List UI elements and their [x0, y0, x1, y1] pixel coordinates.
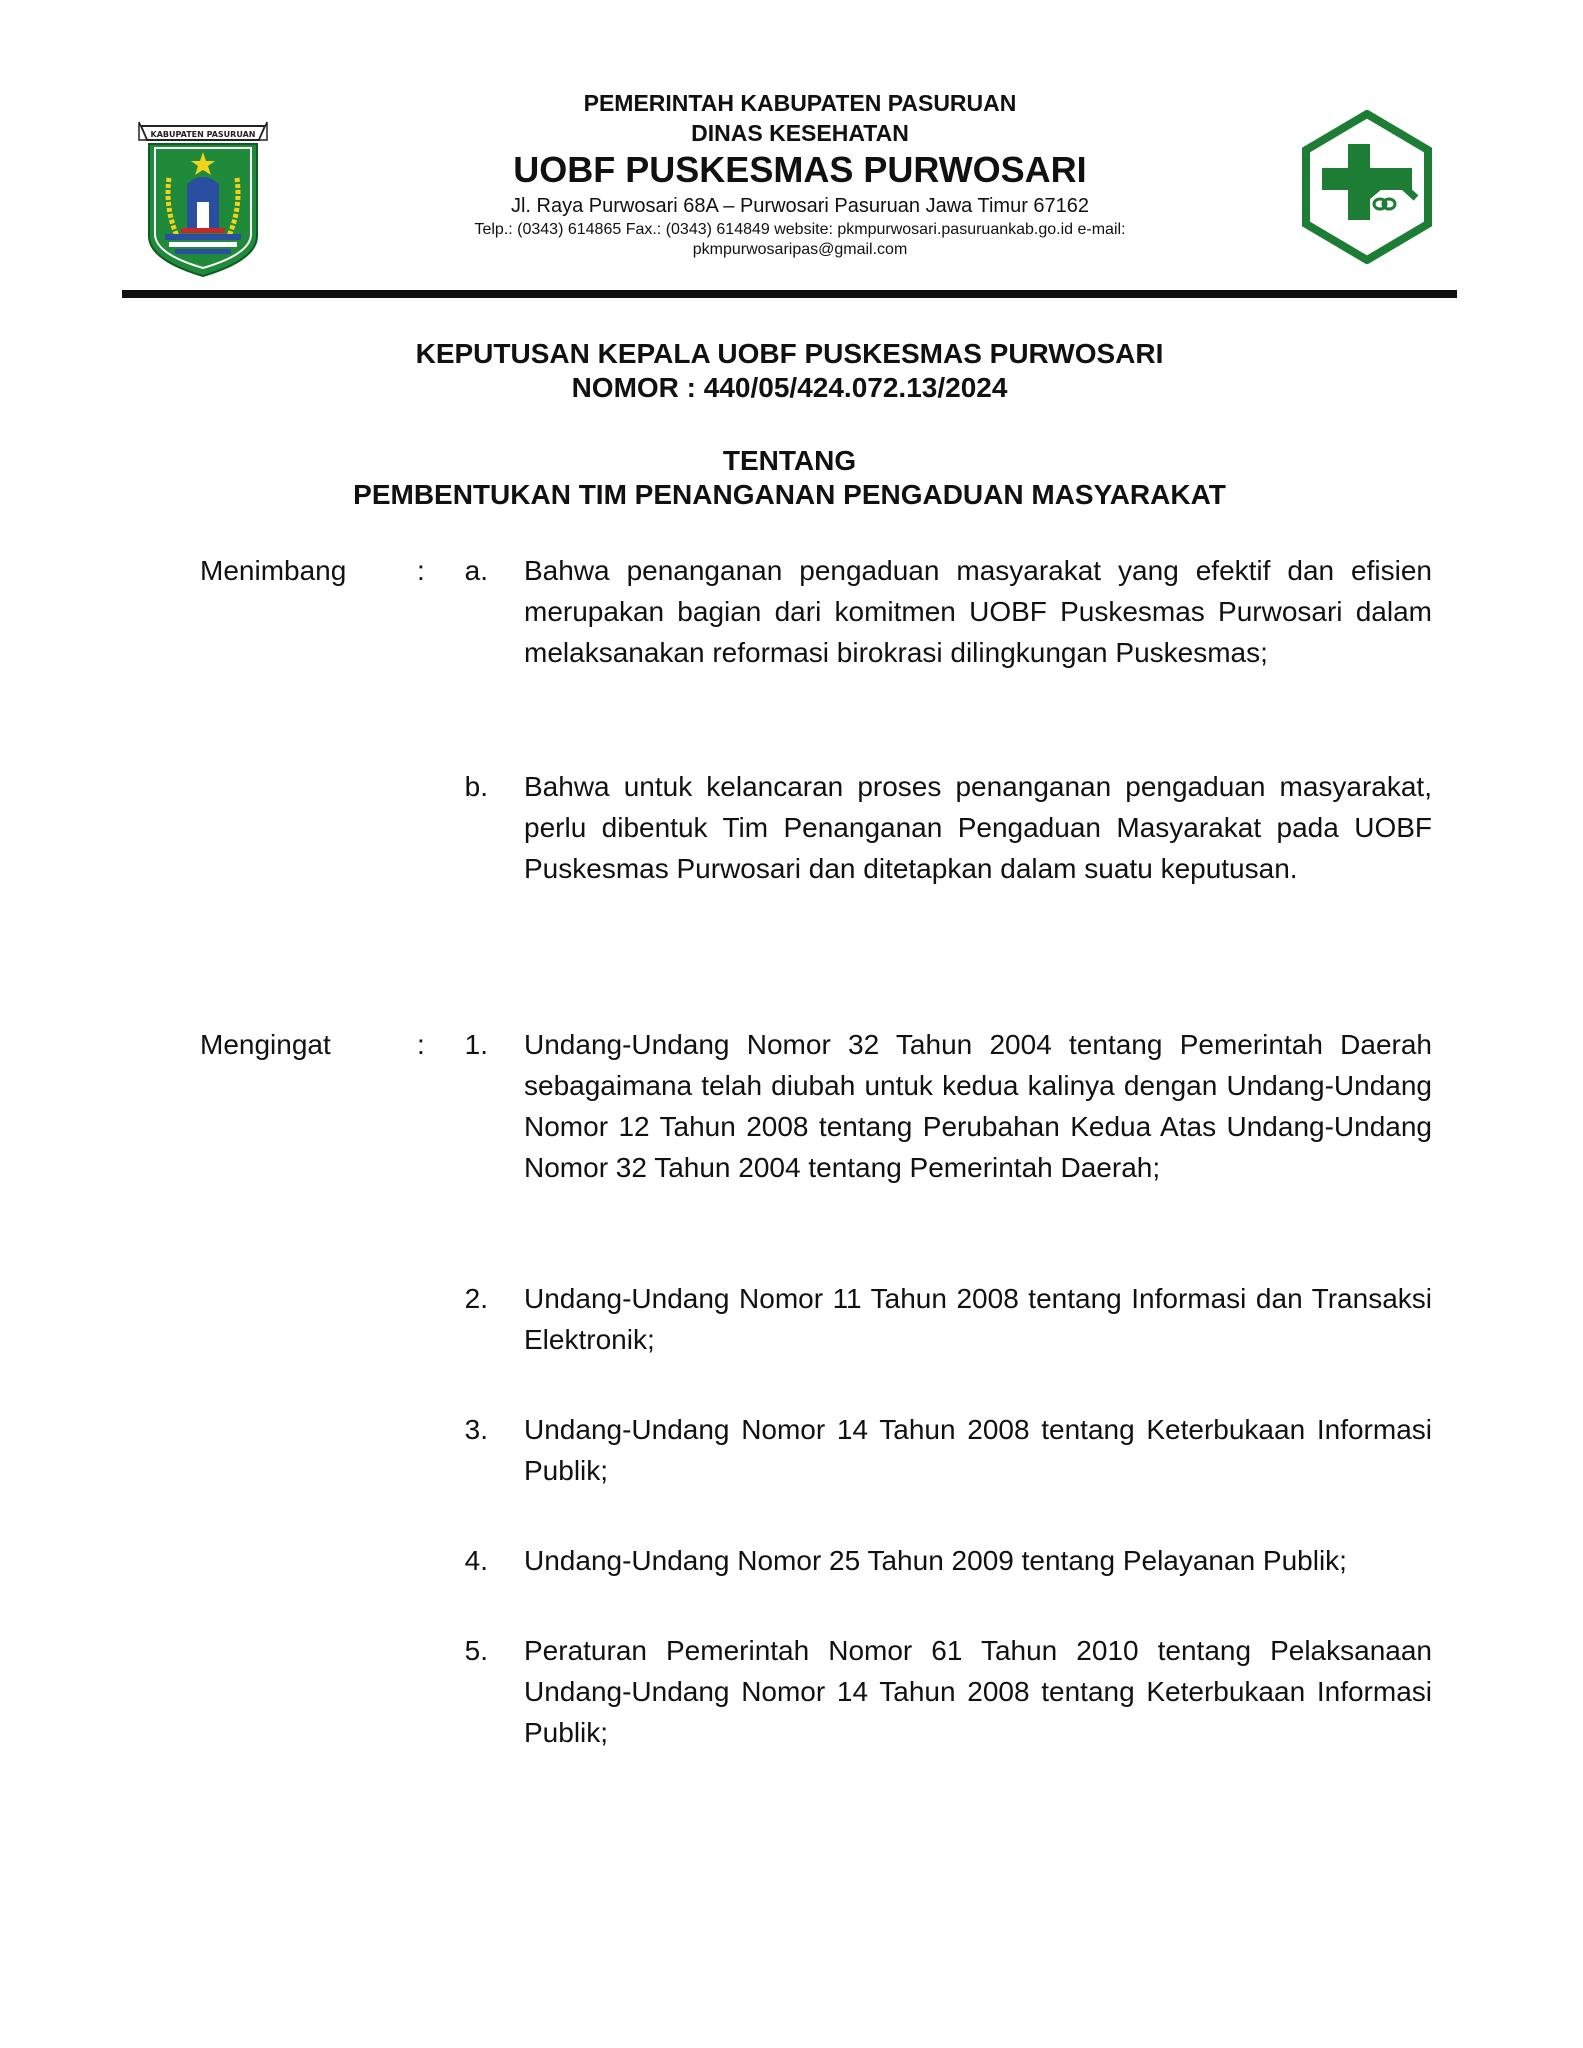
- mengingat-item-text: Undang-Undang Nomor 14 Tahun 2008 tentang Keterbukaan Informasi Publik;: [524, 1414, 1432, 1486]
- mengingat-item-marker: 3.: [464, 1414, 488, 1445]
- decree-title: KEPUTUSAN KEPALA UOBF PUSKESMAS PURWOSARI: [415, 338, 1164, 369]
- letterhead: [330, 88, 1270, 260]
- decree-subject: PEMBENTUKAN TIM PENANGANAN PENGADUAN MASYARAKAT: [353, 479, 1226, 510]
- institution-email: pkmpurwosaripas@gmail.com: [692, 241, 908, 258]
- kabupaten-pasuruan-emblem-icon: [137, 118, 269, 278]
- mengingat-item-marker: 4.: [464, 1545, 488, 1576]
- department-name: DINAS KESEHATAN: [691, 120, 909, 146]
- menimbang-label: Menimbang: [200, 555, 347, 586]
- menimbang-item-marker: a.: [464, 555, 488, 586]
- mengingat-item-marker: 5.: [464, 1635, 488, 1666]
- mengingat-colon: :: [417, 1029, 425, 1060]
- institution-address: Jl. Raya Purwosari 68A – Purwosari Pasuruan Jawa Timur 67162: [510, 195, 1090, 217]
- letterhead-divider: [122, 290, 1457, 298]
- mengingat-item-text: Peraturan Pemerintah Nomor 61 Tahun 2010 tentang Pelaksanaan Undang-Undang Nomor 14 Tahun 2008 tentang Keterbukaan Informasi Publik;: [524, 1635, 1432, 1748]
- emblem-ribbon-text: KABUPATEN PASURUAN: [150, 130, 256, 139]
- institution-name: UOBF PUSKESMAS PURWOSARI: [513, 149, 1087, 190]
- menimbang-colon: :: [417, 555, 425, 586]
- mengingat-item-text: Undang-Undang Nomor 11 Tahun 2008 tentang Informasi dan Transaksi Elektronik;: [524, 1283, 1432, 1355]
- puskesmas-logo-icon: [1300, 110, 1434, 264]
- menimbang-item-text: Bahwa penanganan pengaduan masyarakat yang efektif dan efisien merupakan bagian dari komitmen UOBF Puskesmas Purwosari dalam melaksanakan reformasi birokrasi dilingkungan Puskesmas;: [524, 555, 1432, 668]
- decree-number: NOMOR : 440/05/424.072.13/2024: [571, 372, 1008, 403]
- menimbang-item-text: Bahwa untuk kelancaran proses penanganan pengaduan masyarakat, perlu dibentuk Tim Penanganan Pengaduan Masyarakat pada UOBF Puskesmas Purwosari dan ditetapkan dalam suatu keputusan.: [524, 771, 1432, 884]
- mengingat-item-text: Undang-Undang Nomor 25 Tahun 2009 tentang Pelayanan Publik;: [524, 1545, 1347, 1576]
- mengingat-item-text: Undang-Undang Nomor 32 Tahun 2004 tentang Pemerintah Daerah sebagaimana telah diubah untuk kedua kalinya dengan Undang-Undang Nomor 12 Tahun 2008 tentang Perubahan Kedua Atas Undang-Undang Nomor 32 Tahun 2004 tentang Pemerintah Daerah;: [524, 1029, 1432, 1183]
- mengingat-item-marker: 1.: [464, 1029, 488, 1060]
- decree-about: TENTANG: [722, 445, 857, 476]
- institution-contact: Telp.: (0343) 614865 Fax.: (0343) 614849 website: pkmpurwosari.pasuruankab.go.id e-mail:: [474, 221, 1126, 238]
- menimbang-item-marker: b.: [464, 771, 488, 802]
- mengingat-label: Mengingat: [200, 1029, 331, 1060]
- government-name: PEMERINTAH KABUPATEN PASURUAN: [583, 90, 1017, 116]
- mengingat-item-marker: 2.: [464, 1283, 488, 1314]
